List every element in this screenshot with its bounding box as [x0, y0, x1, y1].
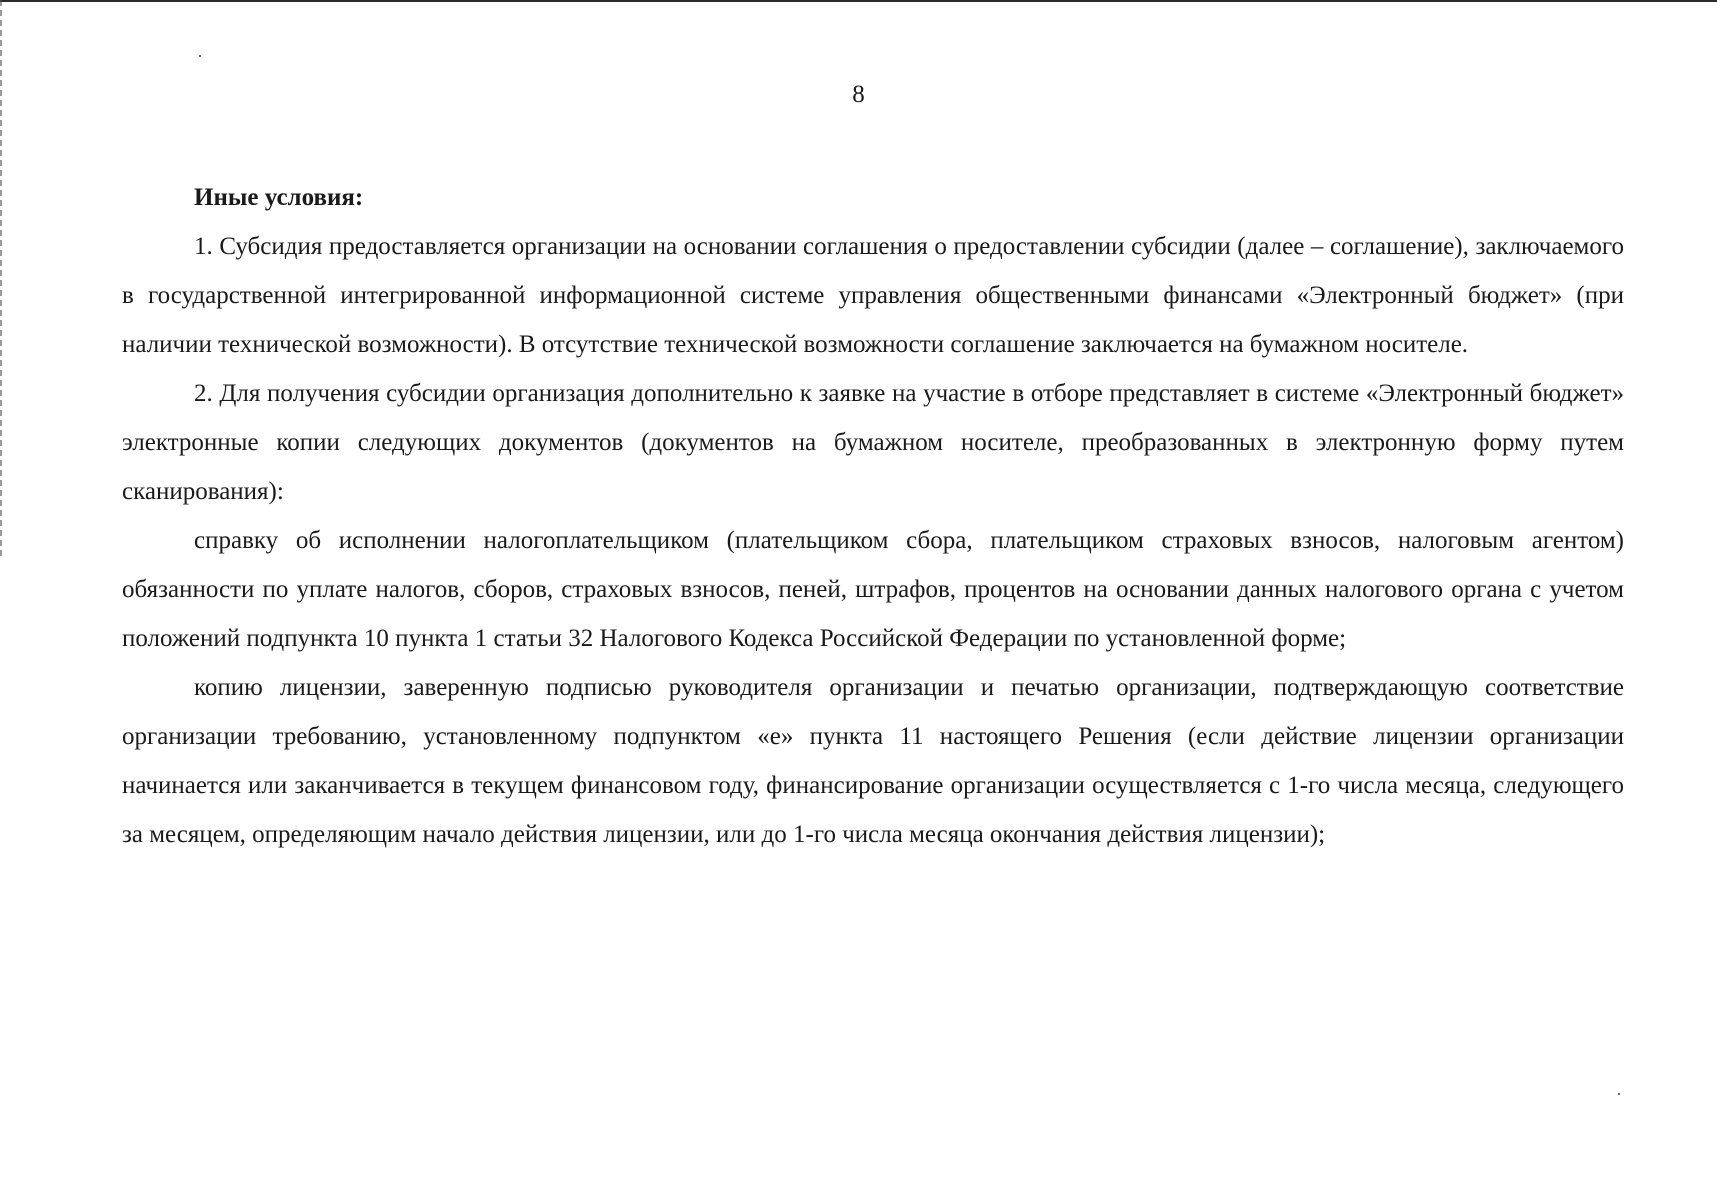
paragraph-2: 2. Для получения субсидии организация дополнительно к заявке на участие в отборе представляет в системе «Электронный бюджет» электронные копии следующих документов (документов на бумажном носителе, преобразованных в электронную форму путем сканирования): [122, 380, 1624, 505]
page-number: 8 [852, 81, 865, 108]
scan-edge-top [0, 0, 1717, 2]
section-heading: Иные условия: [194, 184, 364, 211]
paragraph-3: справку об исполнении налогоплательщиком (плательщиком сбора, плательщиком страховых взносов, налоговым агентом) обязанности по уплате налогов, сборов, страховых взносов, пеней, штрафов, процентов на основании данных налогового органа с учетом положений подпункта 10 пункта 1 статьи 32 Налогового Кодекса Российской Федерации по установленной форме; [122, 527, 1624, 652]
scan-speck [1618, 1093, 1620, 1095]
scan-speck [199, 55, 201, 57]
paragraph-1: 1. Субсидия предоставляется организации на основании соглашения о предоставлении субсидии (далее – соглашение), заключаемого в государственной интегрированной информационной системе управления общественными финансами «Электронный бюджет» (при наличии технической возможности). В отсутствие технической возможности соглашение заключается на бумажном носителе. [122, 233, 1624, 358]
document-body [122, 178, 1624, 859]
paragraph-4: копию лицензии, заверенную подписью руководителя организации и печатью организации, подтверждающую соответствие организации требованию, установленному подпунктом «е» пункта 11 настоящего Решения (если действие лицензии организации начинается или заканчивается в текущем финансовом году, финансирование организации осуществляется с 1-го числа месяца, следующего за месяцем, определяющим начало действия лицензии, или до 1-го числа месяца окончания действия лицензии); [122, 674, 1624, 848]
